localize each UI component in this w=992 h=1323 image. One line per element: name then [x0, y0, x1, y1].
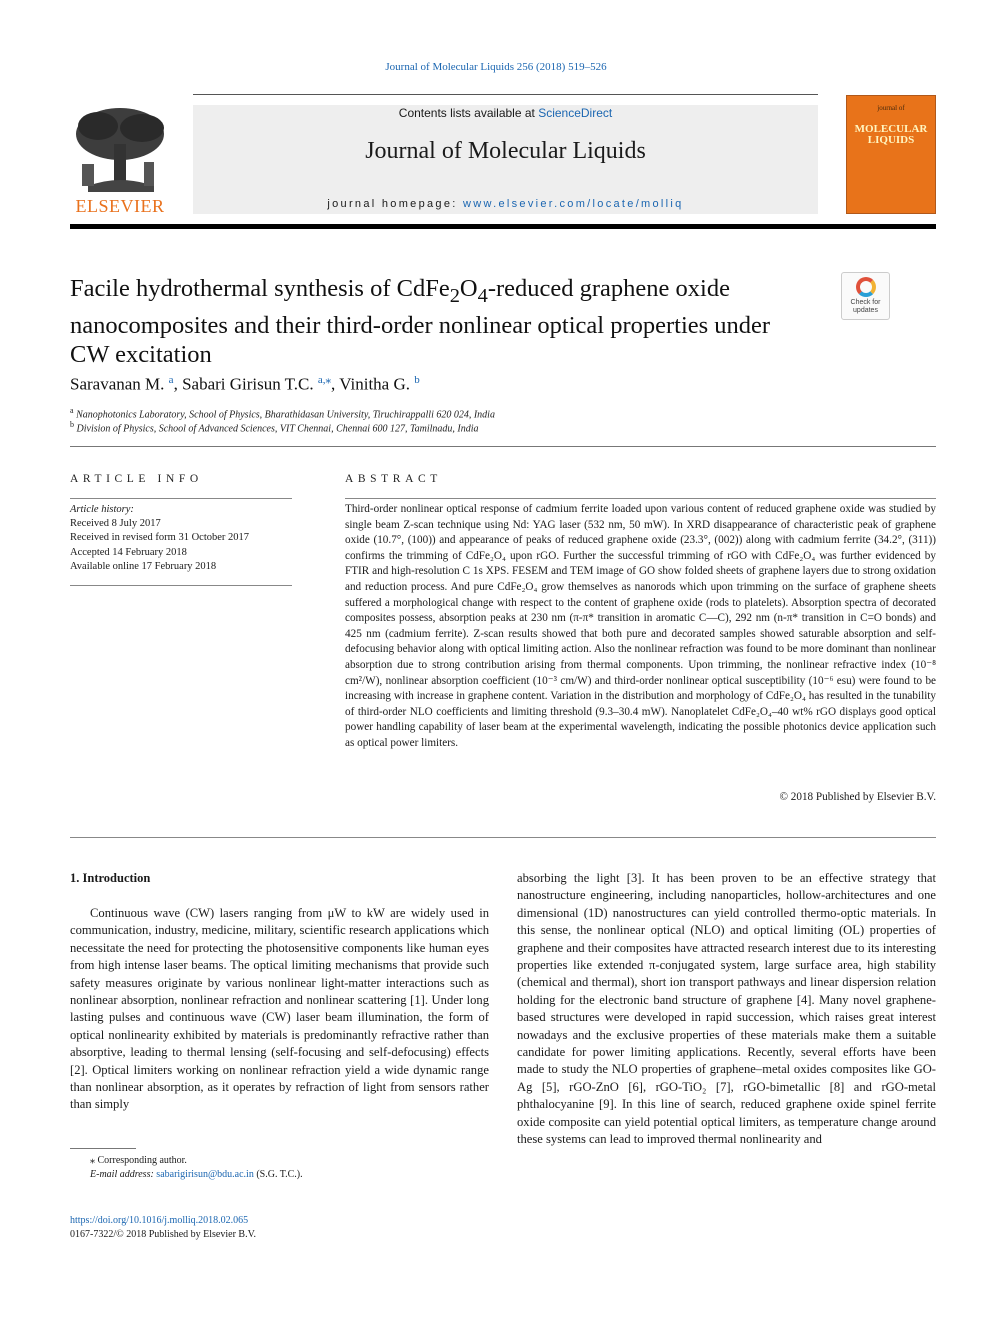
- title-subscript-2: 4: [477, 284, 488, 307]
- author-list: Saravanan M. $^a$, Sabari Girisun T.C. $^{a,⁎}$, Vinitha G. $^b$: [70, 374, 420, 394]
- journal-name: Journal of Molecular Liquids: [365, 138, 646, 164]
- sciencedirect-link[interactable]: ScienceDirect: [538, 106, 613, 120]
- cover-journal-name: MOLECULAR LIQUIDS: [854, 123, 928, 146]
- doi-link[interactable]: https://doi.org/10.1016/j.molliq.2018.02.065: [70, 1215, 249, 1226]
- email-link[interactable]: sabarigirisun@bdu.ac.in: [156, 1169, 254, 1180]
- title-part-3: -reduced graphene oxide nanocomposites and their third-order nonlinear optical properties under CW excitation: [70, 275, 771, 368]
- affiliation-a: [70, 406, 495, 420]
- issn-line: 0167-7322/© 2018 Published by Elsevier B.V.: [70, 1229, 257, 1240]
- article-info-rule-top: [70, 498, 292, 499]
- header-divider: [70, 224, 936, 229]
- footnote: [70, 1154, 489, 1182]
- title-part-2: O: [459, 275, 478, 302]
- affiliation-b-mark: b: [70, 420, 74, 429]
- article-info-rule-bottom: [70, 585, 292, 586]
- footnote-mark: ⁎: [90, 1155, 95, 1166]
- history-accepted: Accepted 14 February 2018: [70, 546, 187, 558]
- article-history: [70, 503, 292, 574]
- affiliation-b-text: Division of Physics, School of Advanced Sciences, VIT Chennai, Chennai 600 127, Tamilnadu, India: [76, 423, 479, 435]
- cover-top-text: journal of: [877, 104, 905, 112]
- footnote-corresponding: [70, 1154, 489, 1168]
- affiliation-divider: [70, 446, 936, 447]
- title-part-1: Facile hydrothermal synthesis of CdFe: [70, 275, 450, 302]
- affiliation-b: [70, 420, 479, 434]
- title-subscript-1: 2: [449, 284, 460, 307]
- author-1[interactable]: Saravanan M.: [70, 374, 165, 394]
- article-info-heading: ARTICLE INFO: [70, 473, 203, 485]
- crossmark-icon: [856, 277, 876, 297]
- footnote-email-label: E-mail address:: [90, 1169, 157, 1180]
- footnote-rule: [70, 1148, 136, 1149]
- footnote-email-suffix: (S.G. T.C.).: [253, 1169, 303, 1180]
- abstract-copyright: © 2018 Published by Elsevier B.V.: [779, 791, 936, 803]
- author-3[interactable]: Vinitha G.: [339, 374, 410, 394]
- journal-cover-thumbnail[interactable]: [846, 95, 936, 214]
- contents-availability: [193, 106, 818, 120]
- homepage-link[interactable]: www.elsevier.com/locate/molliq: [462, 198, 684, 210]
- footnote-corresponding-text: Corresponding author.: [97, 1155, 187, 1166]
- crossmark-label: Check for updates: [850, 299, 881, 314]
- homepage-prefix: journal homepage:: [327, 198, 463, 210]
- abstract-rule-top: [345, 498, 936, 499]
- body-column-right: [517, 870, 936, 1149]
- check-for-updates-badge[interactable]: [841, 272, 890, 320]
- abstract-text: Third-order nonlinear optical response of cadmium ferrite loaded upon various content of reduced graphene oxide was studied by single beam Z-scan technique using Nd: YAG laser (532 nm, 50 mW). In XRD disappearance of characteristic peak of graphene oxide (10.7°, (100)) and appearance of peaks of reduced graphene oxide (23.3°, (002)) along with cadmium ferrite (34.2°, (311)) confirms the trimming of CdFe₂O₄ upon rGO. Further the successful trimming of rGO with CdFe₂O₄ was further evidenced by FTIR and high-resolution C 1s XPS. FESEM and TEM image of GO show folded sheets of graphene layers due to strong oxidation and reduction process. And pure CdFe₂O₄ grow themselves as nanorods which upon trimming on the surface of graphene sheets suffered a morphological change with respect to the content of graphene oxide (rods to platelets). Absorption spectra of decorated composites possess, absorption peaks at 230 nm (π-π* transition in aromatic C—C), 292 nm (n-π* transition in C=O bonds) and 425 nm (cadmium ferrite). Z-scan results showed that both pure and decorated samples showed saturable absorption and self-defocusing behavior along with optical limiting action. Also the nonlinear refraction was found to be more dominant than nonlinear absorption due to strong contribution arising from thermal components. Upon trimming, the nonlinear refractive index (10⁻⁸ cm²/W), nonlinear absorption coefficient (10⁻³ cm/W) and third-order nonlinear optical susceptibility (10⁻⁶ esu) were found to be increasing with increase in graphene content. Variation in the distribution and morphology of CdFe₂O₄ has resulted in the tunability of third-order NLO coefficients and limiting threshold (9.3–30.4 mW). Nanoplatelet CdFe₂O₄–40 wt% rGO displays good optical power handling capability of laser beam at the experimental wavelength, indicating the possible photonics device application such as optical power limiters.: [345, 503, 936, 749]
- author-2-affil[interactable]: a,⁎: [317, 374, 332, 386]
- history-online: Available online 17 February 2018: [70, 560, 217, 572]
- affiliation-a-text: Nanophotonics Laboratory, School of Physics, Bharathidasan University, Tiruchirappalli 620 024, India: [76, 409, 495, 421]
- intro-paragraph-1: Continuous wave (CW) lasers ranging from μW to kW are widely used in communication, industry, medicine, military, scientific research applications which necessitate the need for protecting the photosensitive components like human eyes from high intense laser beams. The optical limiting mechanisms that provide such safety measures originate by various nonlinear light-matter interactions such as nonlinear absorption, nonlinear refraction and nonlinear scattering [1]. Under long lasting pulses and continuous wave (CW) laser beam illumination, the form of optical nonlinearity exhibited by materials is predominantly refractive rather than absorptive, leading to thermal lensing (self-focusing and self-defocusing) effects [2]. Optical limiters working on nonlinear refraction yield a wide dynamic range than nonlinear absorption, as it operates by refraction of light from sensors rather than simply: [70, 906, 489, 1112]
- author-2[interactable]: Sabari Girisun T.C.: [182, 374, 314, 394]
- affiliation-a-mark: a: [70, 406, 74, 415]
- article-title: [70, 274, 810, 369]
- author-1-affil[interactable]: a: [168, 374, 174, 386]
- history-revised: Received in revised form 31 October 2017: [70, 532, 250, 544]
- journal-citation[interactable]: Journal of Molecular Liquids 256 (2018) 519–526: [385, 61, 607, 73]
- body-column-left: [70, 905, 489, 1114]
- footnote-email: [70, 1168, 489, 1182]
- history-received: Received 8 July 2017: [70, 518, 161, 530]
- tree-icon: [68, 104, 172, 194]
- author-3-affil[interactable]: b: [414, 374, 420, 386]
- section-heading-introduction: 1. Introduction: [70, 871, 151, 885]
- abstract-divider: [70, 837, 936, 838]
- contents-prefix: Contents lists available at: [398, 106, 539, 120]
- header-top-rule: [193, 94, 818, 95]
- publisher-wordmark: ELSEVIER: [75, 196, 165, 216]
- journal-homepage: [193, 198, 818, 210]
- intro-paragraph-2: absorbing the light [3]. It has been proven to be an effective strategy that nanostructure engineering, including nanoparticles, hollow-architectures and one dimensional (1D) nanostructures can yield controlled thermo-optic materials. In this sense, the nonlinear optical (NLO) and optical limiting (OL) properties of graphene and their composites have attracted research interest due to its interesting properties like extended π-conjugated system, large surface area, high stability (chemical and thermal), short ion transport pathways and linear dispersion relation holding for the electronic band structure of graphene [4]. Many novel graphene-based structures were developed in rapid succession, which raises great interest nowadays and the exclusive properties of these materials make them a suitable candidate for power limiting applications. Recently, several efforts have been made to study the NLO properties of graphene–metal oxides composites like GO-Ag [5], rGO-ZnO [6], rGO-TiO₂ [7], rGO-bimetallic [8] and rGO-metal phthalocyanine [9]. In this line of search, reduced graphene oxide spinel ferrite oxide composite can yield potential optical limiters, as temperature change around these systems can lead to improved thermal nonlinearity and: [517, 871, 936, 1147]
- history-label: Article history:: [70, 504, 134, 515]
- abstract-heading: ABSTRACT: [345, 473, 442, 485]
